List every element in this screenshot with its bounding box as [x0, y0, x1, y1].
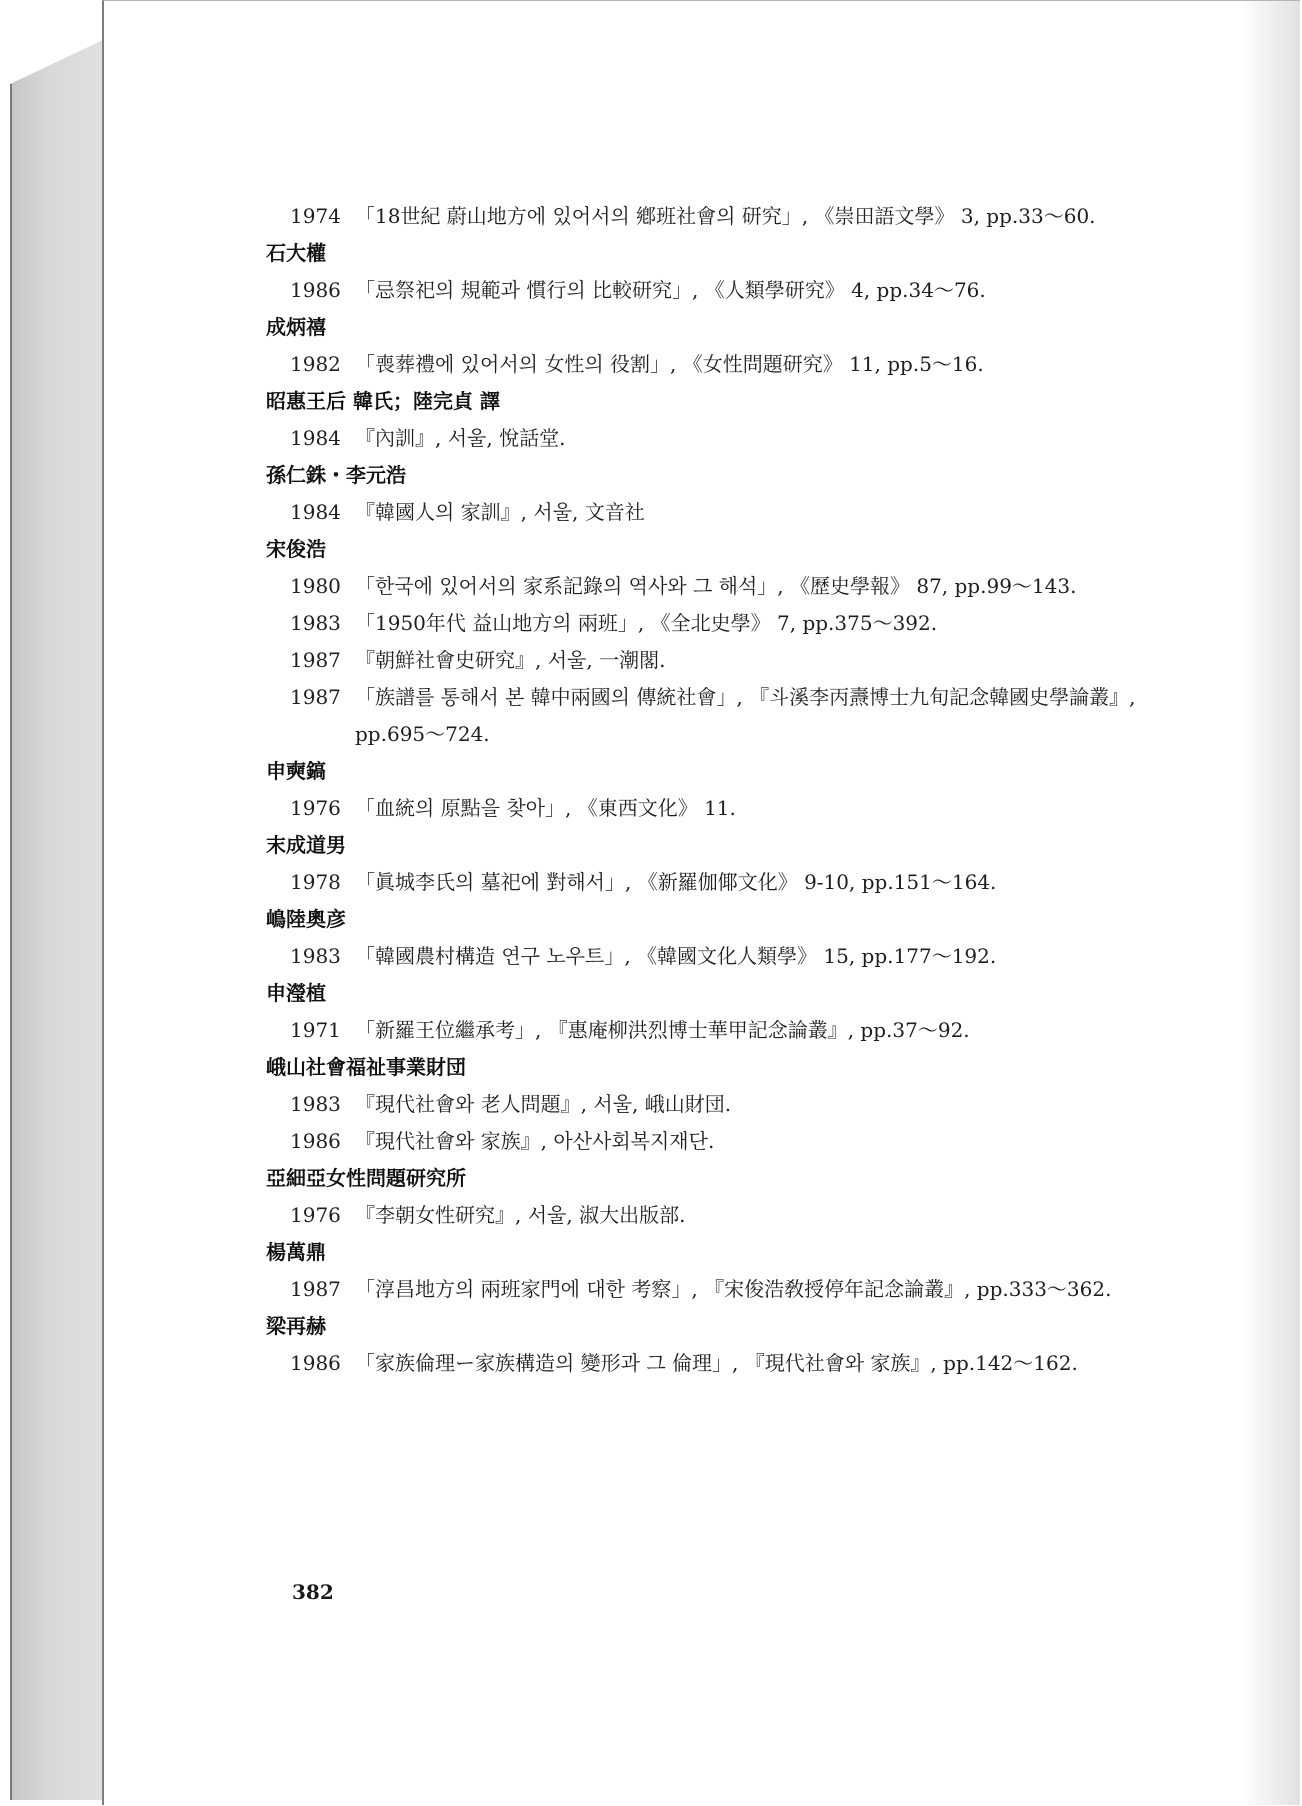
reference-year: 1986 [290, 1129, 341, 1153]
reference-year: 1971 [290, 1018, 341, 1042]
reference-entry [266, 679, 1181, 753]
reference-entry [266, 605, 1181, 642]
reference-entry [266, 864, 1181, 901]
reference-year: 1980 [290, 574, 341, 598]
reference-entry [266, 420, 1181, 457]
reference-text: 「한국에 있어서의 家系記錄의 역사와 그 해석」, 《歷史學報》 87, pp.99～143. [355, 574, 1077, 598]
author-heading: 石大權 [266, 241, 326, 265]
reference-text: 「血統의 原點을 찾아」, 《東西文化》 11. [355, 796, 736, 820]
reference-year: 1987 [290, 648, 341, 672]
bibliography-list [266, 198, 1181, 1382]
author-heading: 末成道男 [266, 833, 346, 857]
reference-text: 「喪葬禮에 있어서의 女性의 役割」, 《女性問題研究》 11, pp.5～16. [355, 352, 984, 376]
reference-text: 「家族倫理ー家族構造의 變形과 그 倫理」, 『現代社會와 家族』, pp.142～162. [355, 1351, 1078, 1375]
reference-entry [266, 790, 1181, 827]
reference-text: 『李朝女性研究』, 서울, 淑大出版部. [355, 1203, 686, 1227]
book-block-side [10, 40, 103, 1800]
author-heading: 昭惠王后 韓氏；陸完貞 譯 [266, 389, 500, 413]
reference-entry [266, 494, 1181, 531]
reference-year: 1974 [290, 204, 341, 228]
reference-text: 「韓國農村構造 연구 노우트」, 《韓國文化人類學》 15, pp.177～192. [355, 944, 997, 968]
reference-year: 1986 [290, 1351, 341, 1375]
reference-text: 「淳昌地方의 兩班家門에 대한 考察」, 『宋俊浩敎授停年記念論叢』, pp.333～362. [355, 1277, 1112, 1301]
page-number: 382 [292, 1580, 334, 1604]
reference-text: 「1950年代 益山地方의 兩班」, 《全北史學》 7, pp.375～392. [355, 611, 938, 635]
reference-year: 1976 [290, 796, 341, 820]
author-heading: 申瀅植 [266, 981, 326, 1005]
reference-entry [266, 198, 1181, 235]
reference-text: 『朝鮮社會史研究』, 서울, 一潮閣. [355, 648, 666, 672]
author-heading: 楊萬鼎 [266, 1240, 326, 1264]
reference-entry [266, 1271, 1181, 1308]
author-heading: 宋俊浩 [266, 537, 326, 561]
reference-year: 1986 [290, 278, 341, 302]
reference-year: 1987 [290, 685, 341, 709]
reference-year: 1976 [290, 1203, 341, 1227]
reference-text: 『現代社會와 家族』, 아산사회복지재단. [355, 1129, 715, 1153]
reference-text: 「眞城李氏의 墓祀에 對해서」, 《新羅伽倻文化》 9-10, pp.151～164. [355, 870, 997, 894]
reference-text: 『內訓』, 서울, 悅話堂. [355, 426, 566, 450]
reference-entry [266, 938, 1181, 975]
page-shadow [1240, 1, 1300, 1805]
reference-entry [266, 568, 1181, 605]
reference-entry [266, 346, 1181, 383]
book-block-edge [10, 84, 12, 1800]
reference-entry [266, 1197, 1181, 1234]
reference-year: 1983 [290, 611, 341, 635]
reference-text: 『韓國人의 家訓』, 서울, 文音社 [355, 500, 645, 524]
author-heading: 申奭鎬 [266, 759, 326, 783]
author-heading: 孫仁銖・李元浩 [266, 463, 406, 487]
reference-year: 1984 [290, 426, 341, 450]
author-heading: 梁再赫 [266, 1314, 326, 1338]
reference-year: 1983 [290, 944, 341, 968]
reference-entry [266, 1123, 1181, 1160]
reference-year: 1982 [290, 352, 341, 376]
reference-text: 「新羅王位繼承考」, 『惠庵柳洪烈博士華甲記念論叢』, pp.37～92. [355, 1018, 970, 1042]
reference-entry [266, 1345, 1181, 1382]
reference-entry [266, 1086, 1181, 1123]
reference-entry [266, 272, 1181, 309]
reference-text: 『現代社會와 老人問題』, 서울, 峨山財団. [355, 1092, 732, 1116]
reference-text: 「忌祭祀의 規範과 慣行의 比較研究」, 《人類學研究》 4, pp.34～76. [355, 278, 986, 302]
reference-year: 1978 [290, 870, 341, 894]
reference-text: 「18世紀 蔚山地方에 있어서의 鄕班社會의 研究」, 《崇田語文學》 3, pp.33～60. [355, 204, 1096, 228]
reference-entry [266, 1012, 1181, 1049]
author-heading: 成炳禧 [266, 315, 326, 339]
reference-year: 1983 [290, 1092, 341, 1116]
reference-year: 1987 [290, 1277, 341, 1301]
reference-entry [266, 642, 1181, 679]
author-heading: 峨山社會福祉事業財団 [266, 1055, 466, 1079]
reference-text: 「族譜를 통해서 본 韓中兩國의 傳統社會」, 『斗溪李丙燾博士九旬記念韓國史學論叢』, pp.695～724. [355, 685, 1136, 746]
reference-year: 1984 [290, 500, 341, 524]
author-heading: 亞細亞女性問題研究所 [266, 1166, 466, 1190]
author-heading: 嶋陸奧彦 [266, 907, 346, 931]
